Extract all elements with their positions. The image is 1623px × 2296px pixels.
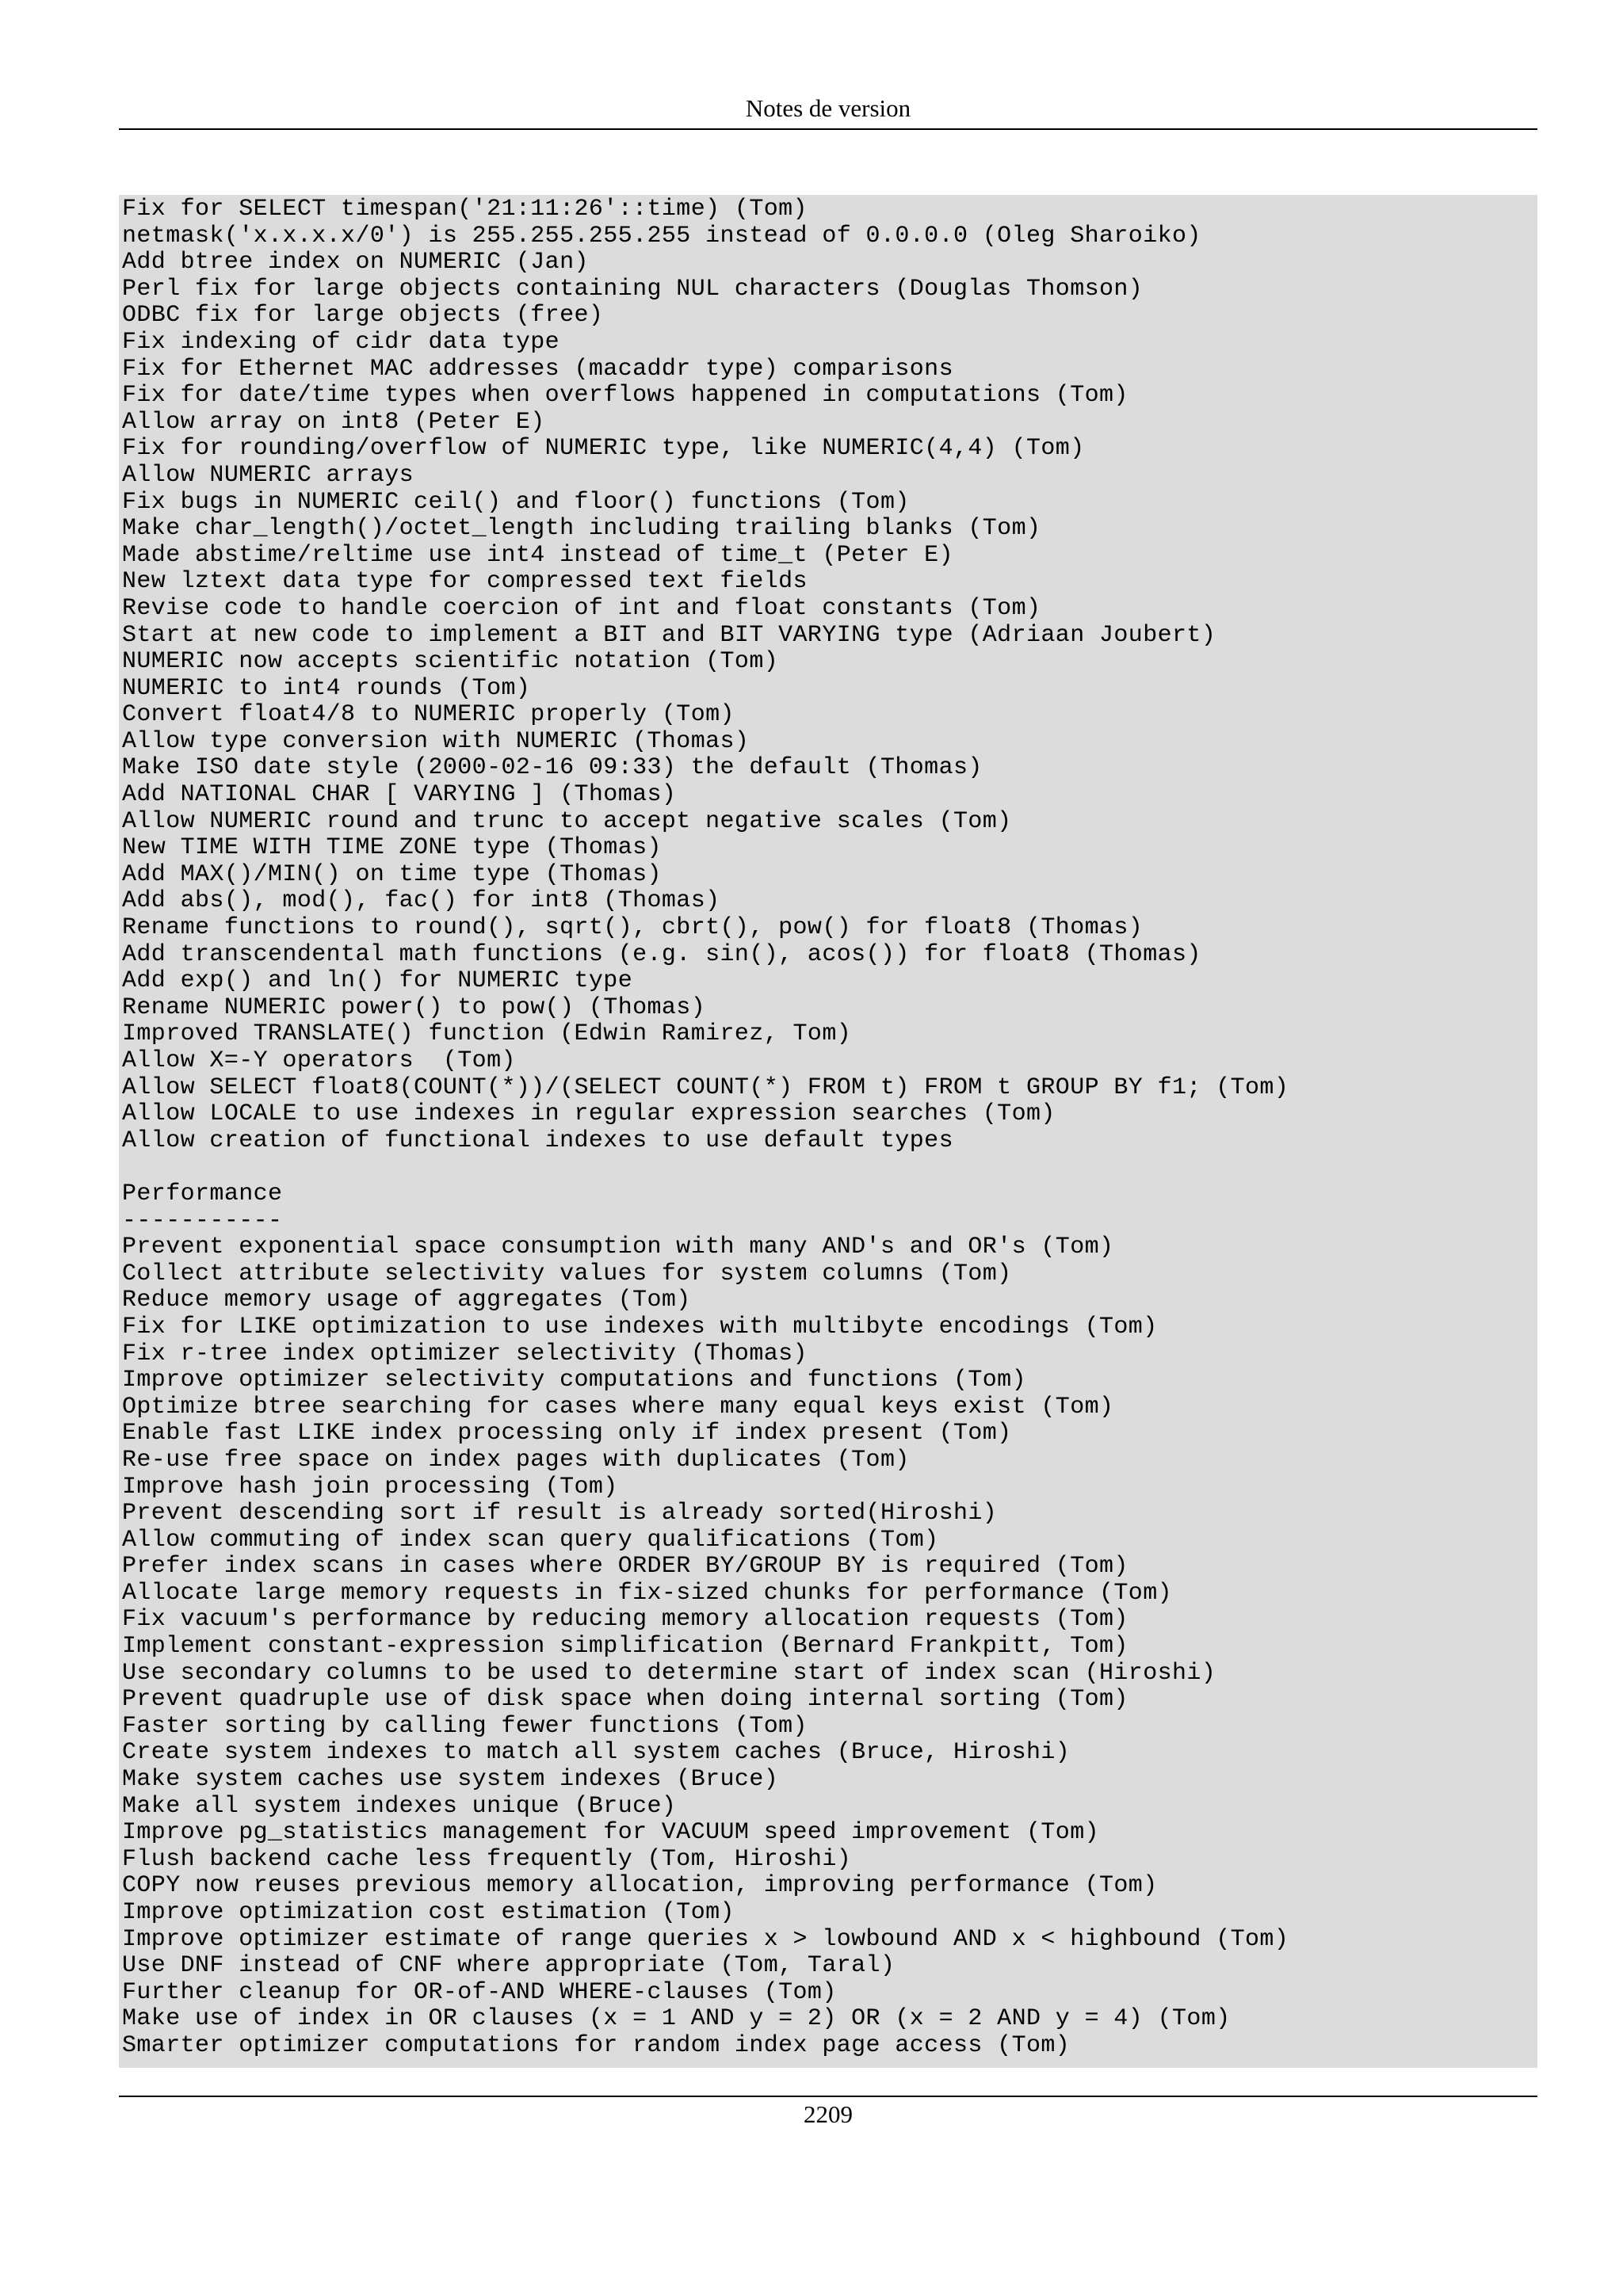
listing-line: Make system caches use system indexes (Bruce) [122,1766,779,1794]
listing-line: Performance [122,1180,283,1207]
listing-line: Allow X=-Y operators (Tom) [122,1047,516,1074]
listing-line: Re-use free space on index pages with duplicates (Tom) [122,1446,910,1474]
listing-line: Faster sorting by calling fewer functions (Tom) [122,1712,808,1740]
listing-line: Fix for rounding/overflow of NUMERIC type, like NUMERIC(4,4) (Tom) [122,435,1085,463]
footer-rule [119,2096,1537,2097]
listing-line: Make all system indexes unique (Bruce) [122,1792,677,1820]
listing-line: Improve hash join processing (Tom) [122,1473,618,1501]
listing-line: Optimize btree searching for cases where many equal keys exist (Tom) [122,1393,1114,1421]
listing-line: ----------- [122,1207,283,1234]
listing-line: Add exp() and ln() for NUMERIC type [122,967,633,995]
listing-line: Add abs(), mod(), fac() for int8 (Thomas) [122,887,720,915]
listing-line: New TIME WITH TIME ZONE type (Thomas) [122,834,662,862]
listing-line: NUMERIC to int4 rounds (Tom) [122,674,531,702]
page-number: 2209 [804,2100,853,2128]
listing-line: Allow SELECT float8(COUNT(*))/(SELECT COUNT(*) FROM t) FROM t GROUP BY f1; (Tom) [122,1074,1289,1101]
listing-line: Further cleanup for OR-of-AND WHERE-clauses (Tom) [122,1978,837,2006]
listing-line: Allow NUMERIC round and trunc to accept negative scales (Tom) [122,807,1012,835]
listing-line: Convert float4/8 to NUMERIC properly (Tom) [122,701,735,729]
listing-line: Fix vacuum's performance by reducing memory allocation requests (Tom) [122,1606,1128,1634]
listing-line: Allow LOCALE to use indexes in regular expression searches (Tom) [122,1100,1056,1128]
listing-line: Prevent exponential space consumption with many AND's and OR's (Tom) [122,1234,1114,1261]
listing-line: Make char_length()/octet_length including trailing blanks (Tom) [122,515,1041,543]
listing-line: Reduce memory usage of aggregates (Tom) [122,1287,691,1314]
listing-line: Improve optimizer estimate of range queries x > lowbound AND x < highbound (Tom) [122,1925,1289,1953]
listing-line: Add btree index on NUMERIC (Jan) [122,249,589,277]
listing-line: Allow type conversion with NUMERIC (Thomas) [122,727,750,755]
listing-line: Revise code to handle coercion of int and float constants (Tom) [122,594,1041,622]
listing-line [122,1154,1537,1181]
listing-line: netmask('x.x.x.x/0') is 255.255.255.255 instead of 0.0.0.0 (Oleg Sharoiko) [122,222,1201,250]
listing-line: Allow NUMERIC arrays [122,461,414,489]
listing-line: Smarter optimizer computations for random index page access (Tom) [122,2031,1071,2059]
listing-line: Fix for SELECT timespan('21:11:26'::time) (Tom) [122,196,808,223]
listing-line: Fix indexing of cidr data type [122,328,560,356]
listing-line: Fix for date/time types when overflows happened in computations (Tom) [122,382,1128,410]
listing-line: Add transcendental math functions (e.g. sin(), acos()) for float8 (Thomas) [122,940,1201,968]
listing-line: Prevent quadruple use of disk space when doing internal sorting (Tom) [122,1686,1128,1714]
listing-line: Flush backend cache less frequently (Tom, Hiroshi) [122,1845,852,1873]
listing-line: COPY now reuses previous memory allocation, improving performance (Tom) [122,1872,1158,1900]
listing-line: ODBC fix for large objects (free) [122,302,604,330]
listing-line: New lztext data type for compressed text fields [122,568,808,596]
listing-line: Prefer index scans in cases where ORDER BY/GROUP BY is required (Tom) [122,1553,1128,1581]
listing-line: Rename functions to round(), sqrt(), cbrt(), pow() for float8 (Thomas) [122,914,1144,942]
listing-line: Allow array on int8 (Peter E) [122,408,545,436]
listing-line: Add MAX()/MIN() on time type (Thomas) [122,860,662,888]
listing-line: Allocate large memory requests in fix-sized chunks for performance (Tom) [122,1579,1173,1607]
listing-line: NUMERIC now accepts scientific notation (Tom) [122,648,779,676]
listing-line: Add NATIONAL CHAR [ VARYING ] (Thomas) [122,781,677,809]
listing-line: Allow commuting of index scan query qualifications (Tom) [122,1526,939,1554]
page-header: Notes de version [745,94,911,122]
listing-line: Implement constant-expression simplification (Bernard Frankpitt, Tom) [122,1633,1128,1661]
listing-line: Make ISO date style (2000-02-16 09:33) the default (Thomas) [122,754,983,782]
listing-line: Fix for LIKE optimization to use indexes with multibyte encodings (Tom) [122,1313,1158,1341]
listing-line: Improve pg_statistics management for VACUUM speed improvement (Tom) [122,1819,1099,1847]
listing-line: Start at new code to implement a BIT and BIT VARYING type (Adriaan Joubert) [122,621,1216,649]
listing-line: Collect attribute selectivity values for system columns (Tom) [122,1260,1012,1287]
header-rule [119,128,1537,130]
listing-line: Improve optimizer selectivity computations and functions (Tom) [122,1367,1026,1394]
release-notes-listing [119,195,1537,2068]
listing-line: Fix bugs in NUMERIC ceil() and floor() functions (Tom) [122,488,910,516]
listing-line: Use DNF instead of CNF where appropriate (Tom, Taral) [122,1952,896,1980]
listing-line: Improve optimization cost estimation (Tom) [122,1899,735,1926]
listing-line: Prevent descending sort if result is already sorted(Hiroshi) [122,1500,998,1527]
listing-line: Enable fast LIKE index processing only if index present (Tom) [122,1420,1012,1447]
listing-line: Rename NUMERIC power() to pow() (Thomas) [122,994,706,1021]
listing-line: Make use of index in OR clauses (x = 1 AND y = 2) OR (x = 2 AND y = 4) (Tom) [122,2005,1231,2033]
listing-line: Improved TRANSLATE() function (Edwin Ramirez, Tom) [122,1020,852,1048]
listing-line: Made abstime/reltime use int4 instead of time_t (Peter E) [122,541,953,569]
listing-line: Allow creation of functional indexes to use default types [122,1127,953,1154]
listing-line: Create system indexes to match all system caches (Bruce, Hiroshi) [122,1739,1071,1767]
listing-line: Use secondary columns to be used to determine start of index scan (Hiroshi) [122,1659,1216,1687]
listing-line: Fix r-tree index optimizer selectivity (Thomas) [122,1340,808,1367]
listing-line: Perl fix for large objects containing NUL characters (Douglas Thomson) [122,275,1144,303]
listing-line: Fix for Ethernet MAC addresses (macaddr type) comparisons [122,355,953,383]
